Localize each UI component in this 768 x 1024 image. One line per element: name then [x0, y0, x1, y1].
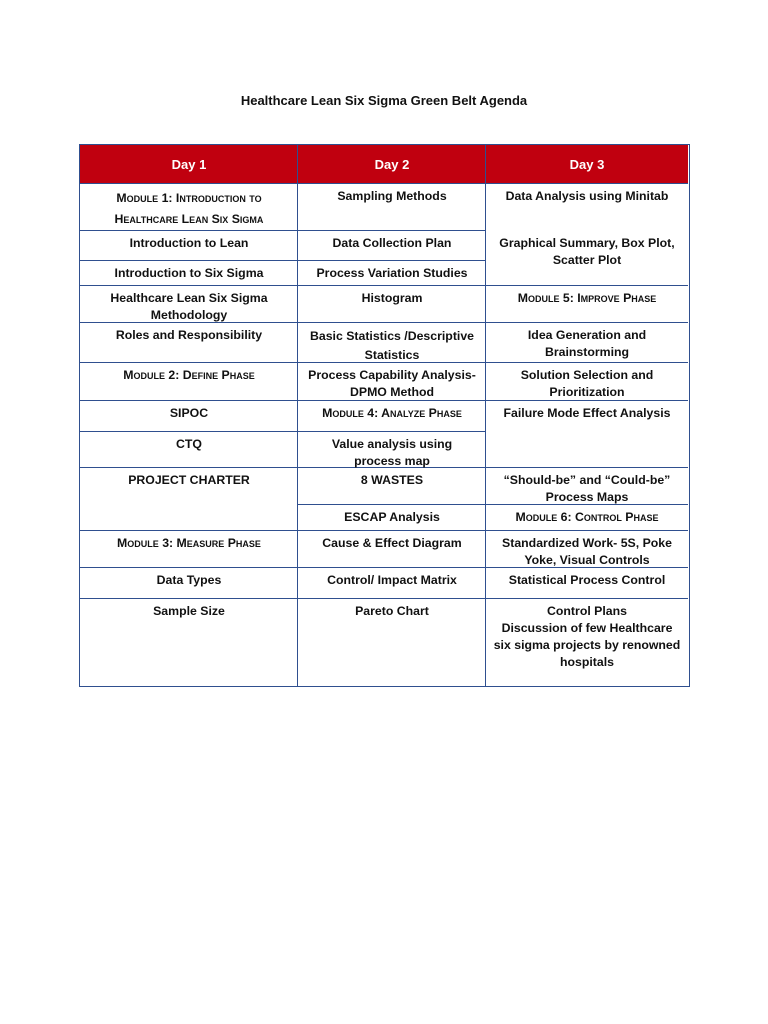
day3-item: Discussion of few Healthcare six sigma projects by renowned hospitals — [493, 621, 681, 669]
day2-item: 8 WASTES — [360, 473, 424, 487]
day1-item: Healthcare Lean Six Sigma Methodology — [110, 291, 268, 322]
page-title: Healthcare Lean Six Sigma Green Belt Agenda — [240, 93, 528, 108]
day3-item: Statistical Process Control — [508, 573, 666, 587]
header-day-2: Day 2 — [298, 145, 486, 183]
day3-item: Graphical Summary, Box Plot, Scatter Plot — [499, 236, 675, 267]
day3-item: “Should-be” and “Could-be” Process Maps — [503, 473, 671, 504]
day2-item: Basic Statistics /Descriptive Statistics — [309, 329, 475, 362]
day2-item: Process Capability Analysis- DPMO Method — [308, 368, 476, 399]
day3-module-6: Module 6: Control Phase — [515, 510, 659, 524]
day2-item: Process Variation Studies — [316, 266, 468, 280]
day3-item: Standardized Work- 5S, Poke Yoke, Visual Controls — [502, 536, 672, 567]
day2-item: Control/ Impact Matrix — [327, 573, 457, 587]
day3-item: Idea Generation and Brainstorming — [527, 328, 647, 359]
day2-item: Cause & Effect Diagram — [322, 536, 462, 550]
header-day-1: Day 1 — [80, 145, 298, 183]
day3-item: Control Plans — [547, 604, 627, 618]
day1-module-3: Module 3: Measure Phase — [117, 536, 261, 550]
agenda-table — [79, 144, 690, 687]
day1-item: Introduction to Six Sigma — [114, 266, 264, 280]
day1-item: CTQ — [176, 437, 202, 451]
day3-module-5: Module 5: Improve Phase — [517, 291, 657, 305]
day1-item: PROJECT CHARTER — [128, 473, 250, 487]
day2-item: Value analysis using process map — [331, 437, 453, 468]
day3-item: Solution Selection and Prioritization — [520, 368, 654, 399]
day2-item: Data Collection Plan — [332, 236, 452, 250]
day2-module-4: Module 4: Analyze Phase — [322, 406, 462, 420]
day1-item: Data Types — [156, 573, 222, 587]
day1-item: Roles and Responsibility — [115, 328, 263, 342]
day1-item: SIPOC — [169, 406, 209, 420]
day3-last-cell — [486, 599, 688, 685]
day1-module-2: Module 2: Define Phase — [123, 368, 255, 382]
day1-item: Sample Size — [153, 604, 225, 618]
day1-item: Introduction to Lean — [129, 236, 249, 250]
day3-item: Data Analysis using Minitab — [505, 189, 669, 203]
day2-item: Histogram — [361, 291, 423, 305]
day2-item: Pareto Chart — [355, 604, 429, 618]
day2-item: ESCAP Analysis — [344, 510, 440, 524]
day2-item: Sampling Methods — [337, 189, 447, 203]
day1-module-1: Module 1: Introduction to Healthcare Lean Six Sigma — [114, 191, 264, 226]
day3-item: Failure Mode Effect Analysis — [503, 406, 671, 420]
header-day-3: Day 3 — [486, 145, 688, 183]
